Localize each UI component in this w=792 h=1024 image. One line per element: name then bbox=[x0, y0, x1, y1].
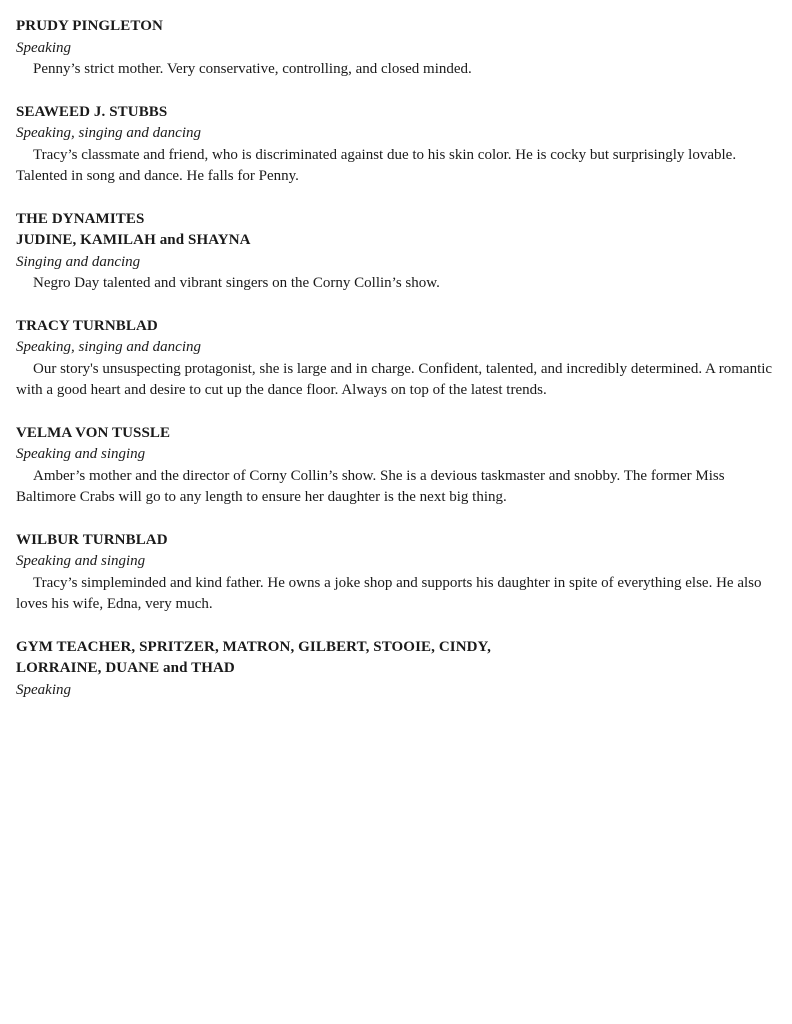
role-type: Speaking and singing bbox=[16, 553, 146, 569]
role-description: Penny’s strict mother. Very conservative, controlling, and closed minded. bbox=[33, 61, 472, 77]
role-entry bbox=[16, 423, 782, 509]
role-name: SEAWEED J. STUBBS bbox=[16, 103, 168, 120]
role-name: WILBUR TURNBLAD bbox=[16, 531, 168, 548]
role-type: Speaking bbox=[16, 39, 71, 56]
role-entry bbox=[16, 637, 782, 702]
role-name: TRACY TURNBLAD bbox=[16, 317, 158, 334]
role-name: THE DYNAMITES bbox=[16, 210, 145, 227]
role-name: GYM TEACHER, SPRITZER, MATRON, GILBERT, STOOIE, CINDY, bbox=[16, 638, 491, 655]
role-entry bbox=[16, 16, 782, 81]
role-name: PRUDY PINGLETON bbox=[16, 18, 163, 34]
role-entry bbox=[16, 209, 782, 295]
role-description: Tracy’s simpleminded and kind father. He owns a joke shop and supports his daughter in spite of everything else. He also loves his wife, Edna, very much. bbox=[16, 574, 762, 612]
role-entry bbox=[16, 530, 782, 616]
role-description: Negro Day talented and vibrant singers on the Corny Collin’s show. bbox=[33, 275, 440, 291]
role-entry bbox=[16, 316, 782, 402]
role-type: Speaking bbox=[16, 681, 71, 698]
role-description: Our story's unsuspecting protagonist, she is large and in charge. Confident, talented, and incredibly determined. A romantic with a good heart and desire to cut up the dance floor. Always on top of the latest trends. bbox=[16, 360, 773, 398]
role-name: LORRAINE, DUANE and THAD bbox=[16, 660, 235, 676]
role-type: Speaking and singing bbox=[16, 446, 146, 462]
role-name: JUDINE, KAMILAH and SHAYNA bbox=[16, 232, 251, 248]
role-type: Singing and dancing bbox=[16, 253, 141, 270]
role-description: Amber’s mother and the director of Corny Collin’s show. She is a devious taskmaster and snobby. The former Miss Baltimore Crabs will go to any length to ensure her daughter is the next big thing. bbox=[16, 467, 725, 505]
role-entry bbox=[16, 102, 782, 188]
role-name: VELMA VON TUSSLE bbox=[16, 424, 171, 441]
role-type: Speaking, singing and dancing bbox=[16, 339, 201, 355]
role-description: Tracy’s classmate and friend, who is discriminated against due to his skin color. He is cocky but surprisingly lovable. Talented in song and dance. He falls for Penny. bbox=[16, 146, 737, 184]
role-type: Speaking, singing and dancing bbox=[16, 125, 201, 141]
character-breakdown-page bbox=[16, 16, 782, 722]
